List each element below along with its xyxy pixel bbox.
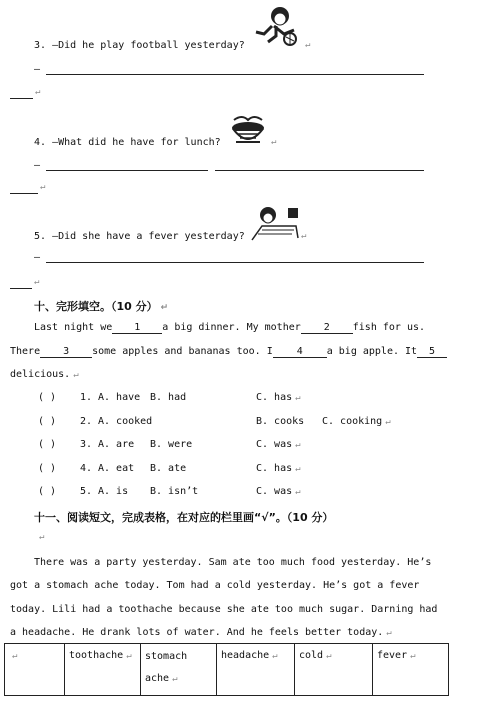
paragraph-mark: ↵ — [160, 303, 169, 313]
paragraph-mark: ↵ — [35, 87, 41, 97]
cloze-line-1: Last night we 1 a big dinner. My mother 2 fish for us. — [34, 322, 426, 333]
paragraph-mark: ↵ — [40, 182, 46, 192]
paragraph-mark: ↵ — [385, 417, 391, 427]
reading-text-line: got a stomach ache today. Tom had a cold yesterday. He’s got a fever — [10, 580, 420, 591]
question-number: 5. — [34, 231, 47, 242]
answer-line — [46, 74, 424, 75]
answer-line-continued — [10, 98, 33, 99]
table-cell: fever ↵ — [373, 644, 449, 696]
answer-paren: ( ) — [38, 392, 57, 403]
blank-5: 5 — [417, 346, 447, 358]
paragraph-mark: ↵ — [271, 137, 277, 147]
paragraph-mark: ↵ — [386, 628, 392, 638]
question-4 — [34, 137, 221, 148]
paragraph-mark: ↵ — [295, 487, 301, 497]
question-number: 3. — [34, 40, 47, 51]
reading-text-line: a headache. He drank lots of water. And he feels better today. ↵ — [10, 627, 392, 638]
blank-2: 2 — [301, 322, 353, 334]
question-5 — [34, 231, 245, 242]
option-row: ( ) 2. A. cooked B. cooks C. cooking ↵ — [38, 416, 391, 427]
answer-dash: — — [34, 160, 41, 171]
question-text: —Did she have a fever yesterday? — [52, 231, 245, 242]
table-cell: ↵ — [5, 644, 65, 696]
answer-paren: ( ) — [38, 463, 57, 474]
option-row: ( ) 1. A. have B. had C. has ↵ — [38, 392, 301, 403]
table-header-row — [5, 644, 449, 696]
symptom-table — [4, 643, 449, 696]
answer-paren: ( ) — [38, 416, 57, 427]
cloze-line-3: delicious. ↵ — [10, 369, 79, 380]
paragraph-mark: ↵ — [295, 393, 301, 403]
reading-text-line: today. Lili had a toothache because she ate too much sugar. Darning had — [10, 604, 438, 615]
option-row: ( ) 5. A. is B. isn’t C. was ↵ — [38, 486, 301, 497]
boy-playing-football-illustration — [250, 4, 302, 49]
answer-line-continued — [10, 288, 32, 289]
blank-1: 1 — [112, 322, 162, 334]
paragraph-mark: ↵ — [295, 440, 301, 450]
option-row: ( ) 3. A. are B. were C. was ↵ — [38, 439, 301, 450]
table-cell: stomach ache ↵ — [141, 644, 217, 696]
blank-4: 4 — [273, 346, 327, 358]
girl-sick-in-bed-illustration — [248, 204, 302, 245]
paragraph-mark: ↵ — [301, 231, 307, 241]
question-3 — [34, 40, 245, 51]
option-row: ( ) 4. A. eat B. ate C. has ↵ — [38, 463, 301, 474]
answer-line — [215, 170, 424, 171]
answer-line-continued — [10, 193, 38, 194]
paragraph-mark: ↵ — [34, 277, 40, 287]
answer-dash: — — [34, 64, 41, 75]
reading-text-line: There was a party yesterday. Sam ate too much food yesterday. He’s — [34, 557, 432, 568]
answer-paren: ( ) — [38, 439, 57, 450]
reading-section-heading: 十一、阅读短文，完成表格，在对应的栏里画“√”。（10 分） — [34, 511, 334, 524]
cloze-section-heading: 十、完形填空。（10 分） ↵ — [34, 300, 169, 313]
paragraph-mark: ↵ — [73, 370, 79, 380]
lunch-bowl-illustration — [228, 112, 268, 151]
question-text: —Did he play football yesterday? — [52, 40, 245, 51]
table-cell: toothache ↵ — [65, 644, 141, 696]
question-number: 4. — [34, 137, 47, 148]
question-text: —What did he have for lunch? — [52, 137, 221, 148]
blank-3: 3 — [40, 346, 92, 358]
table-cell: cold ↵ — [295, 644, 373, 696]
paragraph-mark: ↵ — [305, 40, 311, 50]
paragraph-mark: ↵ — [39, 532, 45, 542]
answer-line — [46, 262, 424, 263]
paragraph-mark: ↵ — [295, 464, 301, 474]
answer-paren: ( ) — [38, 486, 57, 497]
answer-line — [46, 170, 208, 171]
cloze-line-2: There 3 some apples and bananas too. I 4 a big apple. It 5 — [10, 346, 447, 358]
table-cell: headache ↵ — [217, 644, 295, 696]
answer-dash: — — [34, 252, 41, 263]
